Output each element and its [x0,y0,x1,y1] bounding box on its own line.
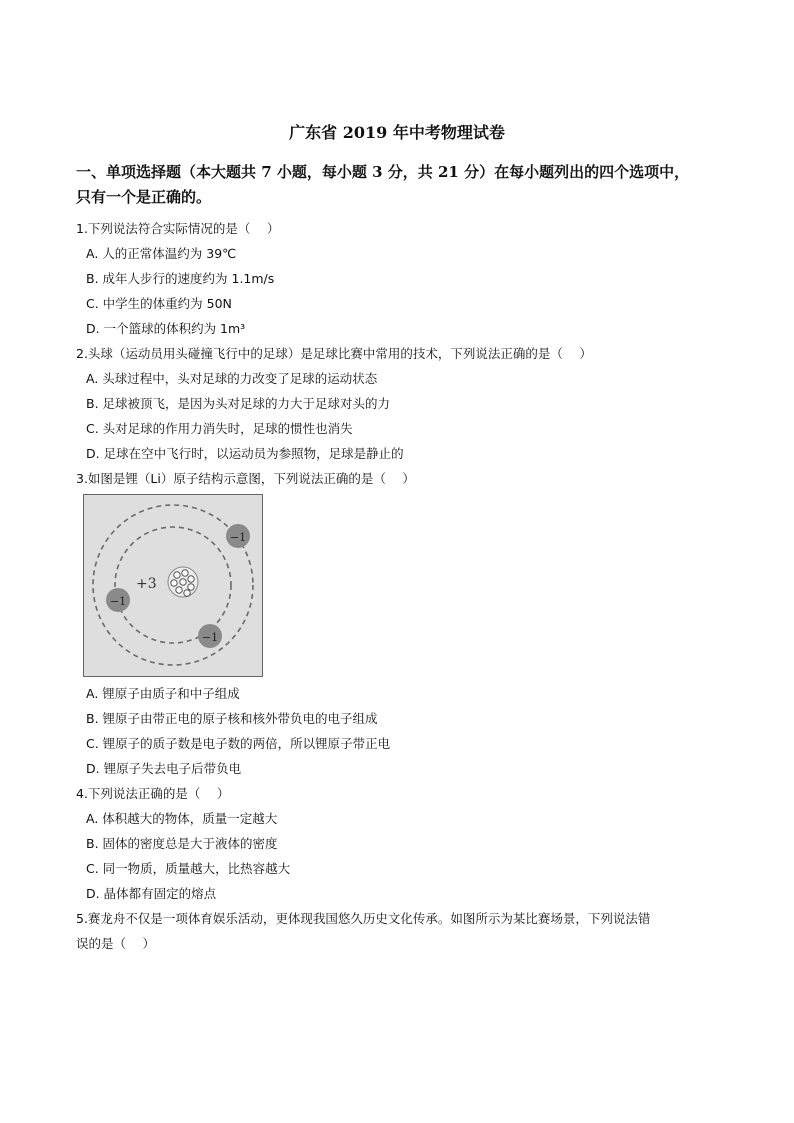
nucleus [168,567,198,597]
question-1-stem: 1.下列说法符合实际情况的是（ ） [76,221,280,236]
question-5-stem-line1: 5.赛龙舟不仅是一项体育娱乐活动，更体现我国悠久历史文化传承。如图所示为某比赛场景，下列说法错 [76,911,651,926]
electron-3 [198,624,222,648]
question-3-option-a: A. 锂原子由质子和中子组成 [86,686,240,701]
question-3-option-d: D. 锂原子失去电子后带负电 [86,761,242,776]
question-1-option-b: B. 成年人步行的速度约为 1.1m/s [86,271,275,286]
section-heading-line1: 一、单项选择题（本大题共 7 小题，每小题 3 分，共 21 分）在每小题列出的四个选项中， [76,163,690,181]
electron-2 [106,588,130,612]
question-2-option-b: B. 足球被顶飞，是因为头对足球的力大于足球对头的力 [86,396,391,411]
question-3-option-c: C. 锂原子的质子数是电子数的两倍，所以锂原子带正电 [86,736,391,751]
question-2-option-a: A. 头球过程中，头对足球的力改变了足球的运动状态 [86,371,378,386]
question-4-option-d: D. 晶体都有固定的熔点 [86,886,217,901]
question-1-option-d: D. 一个篮球的体积约为 1m³ [86,321,246,336]
electron-2-label: −1 [109,595,127,608]
question-1-option-c: C. 中学生的体重约为 50N [86,296,232,311]
question-3-stem: 3.如图是锂（Li）原子结构示意图，下列说法正确的是（ ） [76,471,415,486]
atom-diagram-svg [84,495,262,676]
question-2-stem: 2.头球（运动员用头碰撞飞行中的足球）是足球比赛中常用的技术，下列说法正确的是（ ） [76,346,592,361]
question-4-option-a: A. 体积越大的物体，质量一定越大 [86,811,278,826]
electron-3-label: −1 [201,631,219,644]
question-3-option-b: B. 锂原子由带正电的原子核和核外带负电的电子组成 [86,711,378,726]
question-4-option-b: B. 固体的密度总是大于液体的密度 [86,836,278,851]
question-4-option-c: C. 同一物质，质量越大，比热容越大 [86,861,291,876]
questions-list [76,216,726,956]
electron-1-label: −1 [229,531,247,544]
section-heading-line2: 只有一个是正确的。 [76,188,212,206]
lithium-atom-diagram [83,494,263,677]
page-title: 广东省 2019 年中考物理试卷 [289,123,505,142]
question-2-option-d: D. 足球在空中飞行时，以运动员为参照物，足球是静止的 [86,446,404,461]
question-4-stem: 4.下列说法正确的是（ ） [76,786,230,801]
electron-1 [226,524,250,548]
section-heading [76,160,726,210]
nucleus-charge-label: +3 [136,576,157,592]
question-5-stem-line2: 误的是（ ） [76,936,155,951]
question-1-option-a: A. 人的正常体温约为 39℃ [86,246,237,261]
question-2-option-c: C. 头对足球的作用力消失时，足球的惯性也消失 [86,421,353,436]
